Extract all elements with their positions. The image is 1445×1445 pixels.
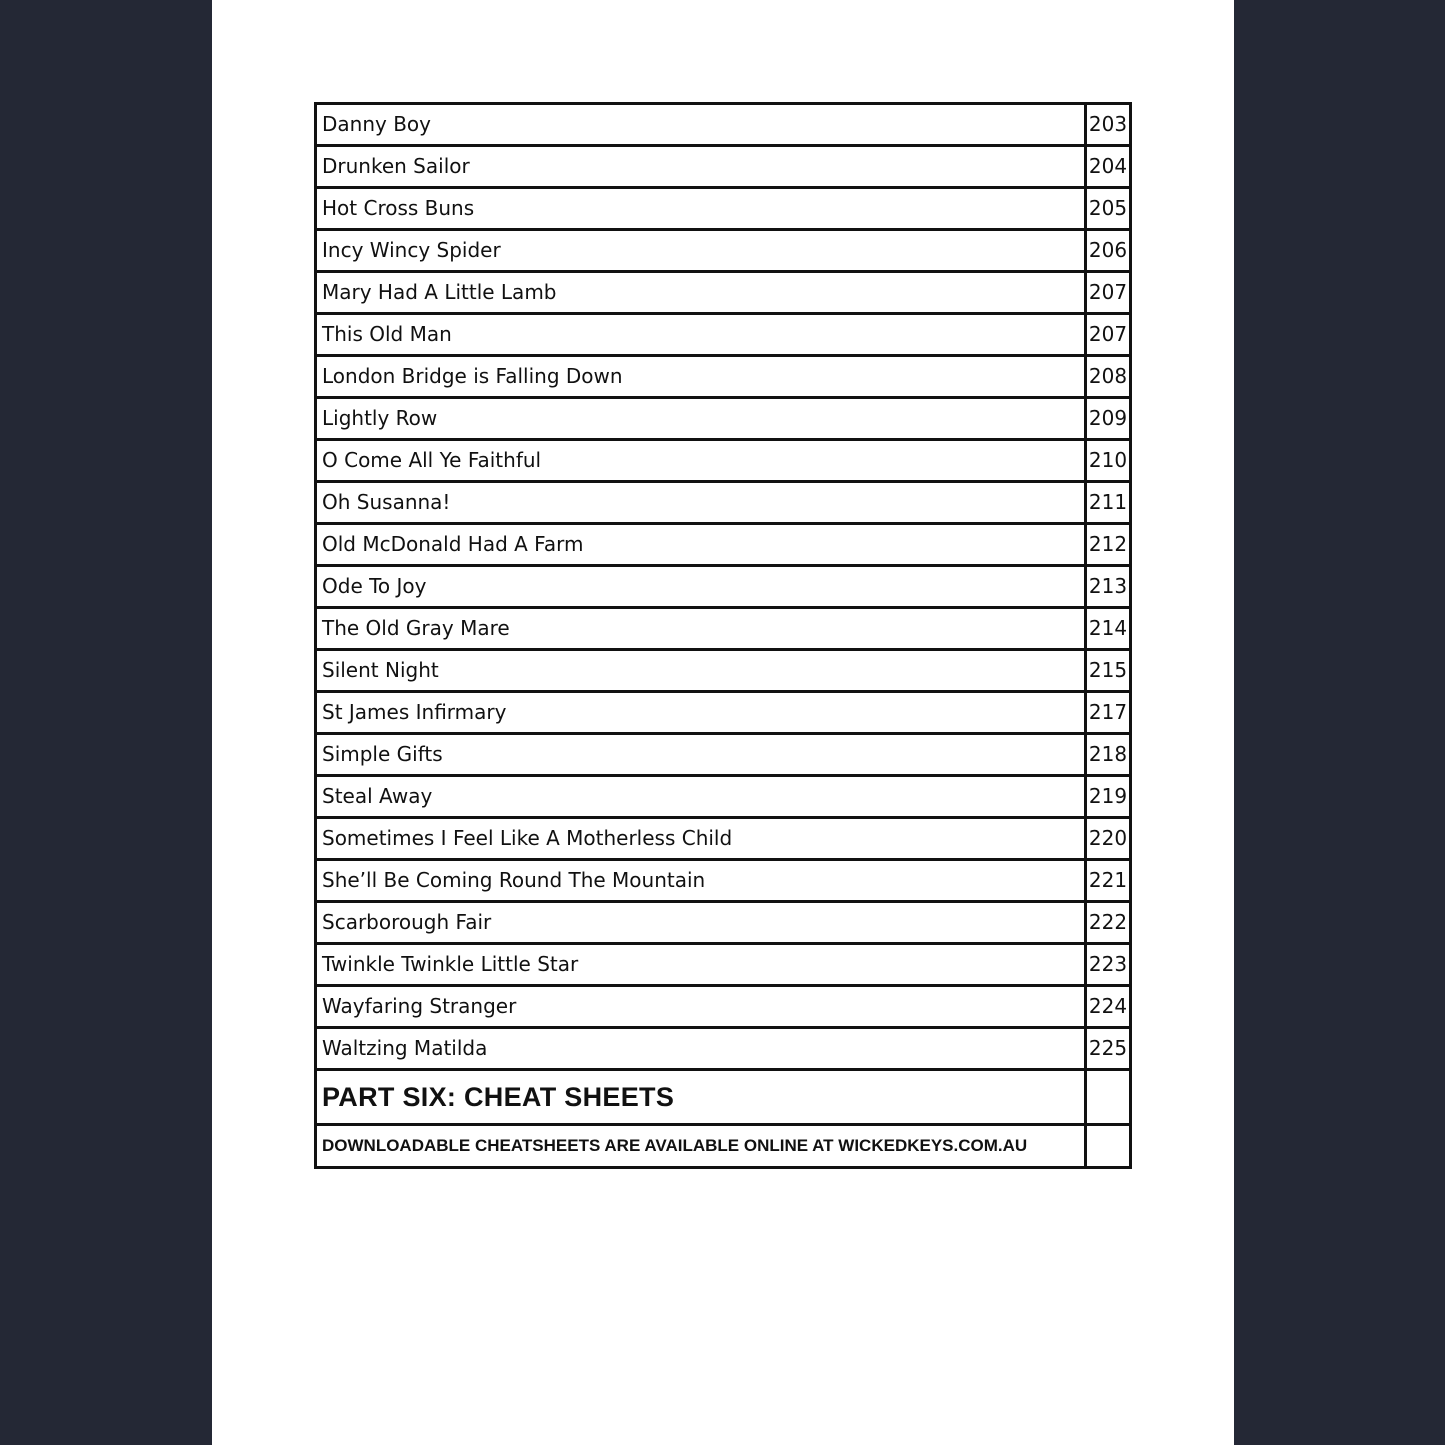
toc-entry-title: Lightly Row [316,398,1086,440]
toc-row [316,608,1131,650]
toc-entry-title: Simple Gifts [316,734,1086,776]
toc-entry-title: O Come All Ye Faithful [316,440,1086,482]
toc-entry-page: 213 [1086,566,1131,608]
toc-entry-page: 205 [1086,188,1131,230]
toc-entry-title: Steal Away [316,776,1086,818]
toc-entry-title: Scarborough Fair [316,902,1086,944]
toc-entry-title: The Old Gray Mare [316,608,1086,650]
toc-entry-page: 206 [1086,230,1131,272]
toc-entry-title: Danny Boy [316,104,1086,146]
toc-entry-title: Sometimes I Feel Like A Motherless Child [316,818,1086,860]
toc-entry-page: 224 [1086,986,1131,1028]
toc-row [316,692,1131,734]
toc-entry-page: 222 [1086,902,1131,944]
part-heading: PART SIX: CHEAT SHEETS [316,1070,1086,1125]
toc-entry-page: 203 [1086,104,1131,146]
toc-row [316,230,1131,272]
toc-entry-title: Silent Night [316,650,1086,692]
toc-row [316,776,1131,818]
toc-entry-title: Wayfaring Stranger [316,986,1086,1028]
toc-row [316,482,1131,524]
toc-entry-title: St James Infirmary [316,692,1086,734]
toc-row [316,818,1131,860]
toc-row [316,104,1131,146]
toc-entry-page: 207 [1086,314,1131,356]
toc-entry-page: 211 [1086,482,1131,524]
toc-entry-page: 210 [1086,440,1131,482]
toc-row [316,944,1131,986]
document-page [212,0,1234,1445]
toc-entry-title: Hot Cross Buns [316,188,1086,230]
part-heading-row [316,1070,1131,1125]
toc-row [316,272,1131,314]
toc-entry-title: London Bridge is Falling Down [316,356,1086,398]
toc-entry-page: 220 [1086,818,1131,860]
toc-row [316,188,1131,230]
toc-row [316,650,1131,692]
toc-row [316,440,1131,482]
toc-entry-page: 218 [1086,734,1131,776]
toc-entry-title: Incy Wincy Spider [316,230,1086,272]
toc-entry-page: 225 [1086,1028,1131,1070]
toc-entry-page: 208 [1086,356,1131,398]
toc-entry-title: Waltzing Matilda [316,1028,1086,1070]
toc-entry-page: 209 [1086,398,1131,440]
toc-row [316,986,1131,1028]
cheatsheet-note-row [316,1125,1131,1168]
toc-row [316,860,1131,902]
toc-row [316,1028,1131,1070]
toc-entry-page: 223 [1086,944,1131,986]
toc-row [316,902,1131,944]
toc-row [316,734,1131,776]
toc-row [316,314,1131,356]
toc-row [316,398,1131,440]
toc-body [316,104,1131,1168]
toc-entry-page: 217 [1086,692,1131,734]
toc-entry-title: Mary Had A Little Lamb [316,272,1086,314]
toc-entry-title: Twinkle Twinkle Little Star [316,944,1086,986]
cheatsheet-note-page [1086,1125,1131,1168]
toc-row [316,146,1131,188]
toc-entry-page: 221 [1086,860,1131,902]
table-of-contents [314,102,1132,1169]
toc-entry-title: Ode To Joy [316,566,1086,608]
toc-entry-page: 207 [1086,272,1131,314]
toc-entry-page: 214 [1086,608,1131,650]
toc-row [316,524,1131,566]
toc-row [316,356,1131,398]
toc-entry-title: This Old Man [316,314,1086,356]
toc-row [316,566,1131,608]
toc-entry-title: Oh Susanna! [316,482,1086,524]
toc-entry-page: 219 [1086,776,1131,818]
cheatsheet-note: DOWNLOADABLE CHEATSHEETS ARE AVAILABLE ONLINE AT WICKEDKEYS.COM.AU [316,1125,1086,1168]
toc-entry-page: 204 [1086,146,1131,188]
toc-entry-page: 215 [1086,650,1131,692]
toc-entry-title: Old McDonald Had A Farm [316,524,1086,566]
toc-entry-title: She’ll Be Coming Round The Mountain [316,860,1086,902]
part-heading-page [1086,1070,1131,1125]
toc-entry-title: Drunken Sailor [316,146,1086,188]
toc-entry-page: 212 [1086,524,1131,566]
